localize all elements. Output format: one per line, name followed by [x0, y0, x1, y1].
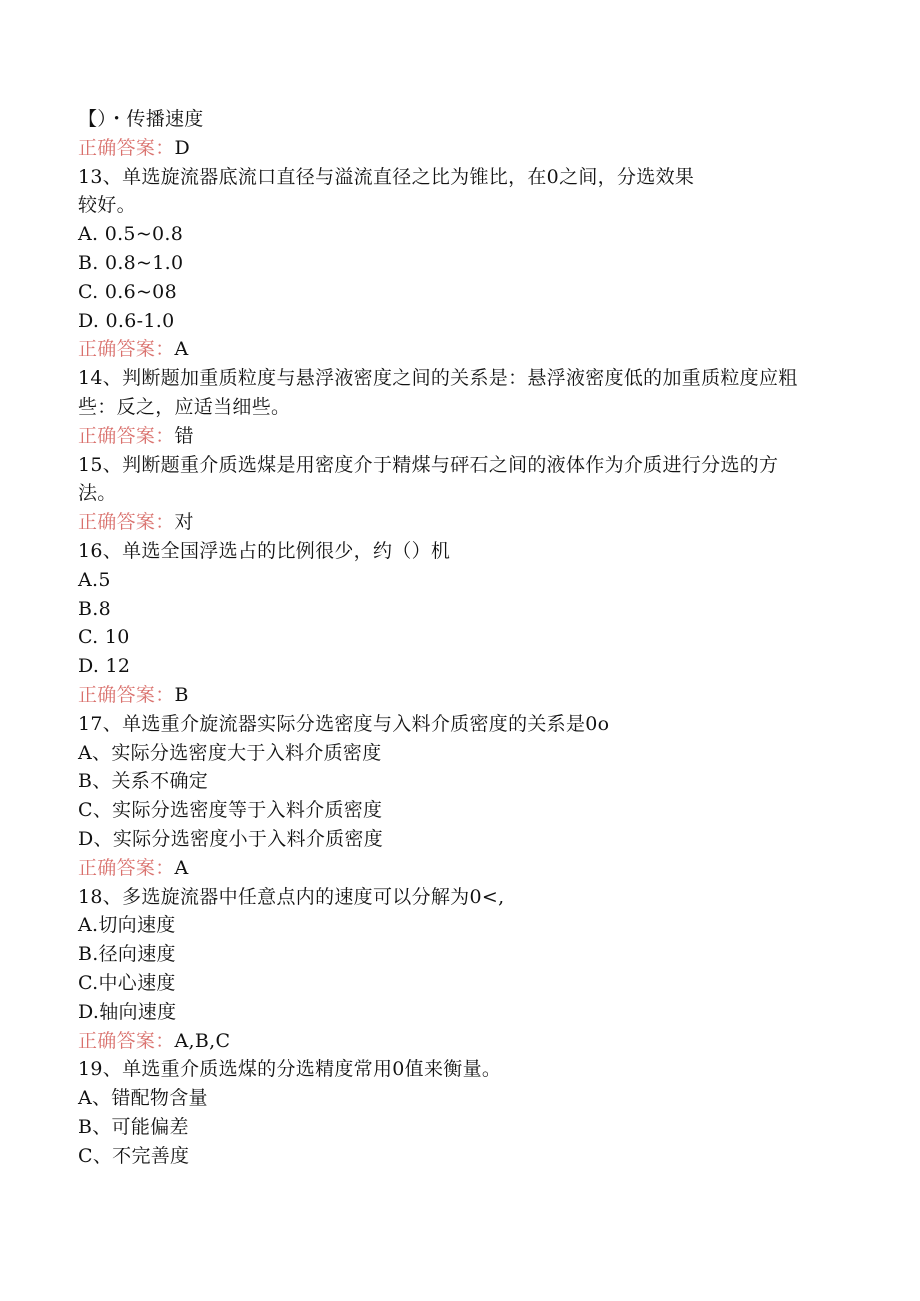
text-line: 14、判断题加重质粒度与悬浮液密度之间的关系是：悬浮液密度低的加重质粒度应粗 [78, 367, 798, 390]
answer-value: D [174, 136, 191, 159]
answer-line [78, 134, 838, 163]
text-line: 法。 [78, 482, 117, 505]
text-line: A.切向速度 [78, 914, 176, 937]
answer-value: A,B,C [174, 1029, 231, 1052]
text-line: 16、单选全国浮选占的比例很少，约（）机 [78, 539, 451, 562]
answer-value: A [174, 338, 189, 361]
answer-line [78, 1027, 838, 1056]
text-line: A、错配物含量 [78, 1087, 208, 1110]
text-line: 【）・传播速度 [78, 108, 204, 130]
text-line: 些：反之，应适当细些。 [78, 395, 291, 418]
answer-label: 正确答案： [78, 511, 175, 534]
text-line: D.轴向速度 [78, 1000, 177, 1023]
text-line: A.5 [78, 568, 111, 591]
text-line: C. 10 [78, 626, 130, 649]
text-line: C. 0.6~08 [78, 280, 177, 303]
answer-line [78, 422, 838, 451]
text-line: D. 12 [78, 655, 131, 678]
text-line: 19、单选重介质选煤的分选精度常用0值来衡量。 [78, 1058, 502, 1081]
answer-value: B [174, 683, 189, 706]
answer-value: A [174, 856, 189, 879]
text-line: C、实际分选密度等于入料介质密度 [78, 799, 383, 822]
text-line: C.中心速度 [78, 971, 176, 994]
answer-value: 错 [174, 424, 194, 447]
text-line: 较好。 [78, 194, 136, 217]
text-line: B、可能偏差 [78, 1115, 189, 1138]
answer-label: 正确答案： [78, 136, 175, 159]
answer-label: 正确答案： [78, 338, 175, 361]
answer-label: 正确答案： [78, 424, 175, 447]
answer-line [78, 681, 838, 710]
text-line: D. 0.6-1.0 [78, 309, 175, 332]
text-line: 15、判断题重介质选煤是用密度介于精煤与砰石之间的液体作为介质进行分选的方 [78, 453, 779, 476]
answer-label: 正确答案： [78, 1029, 175, 1052]
text-line: 18、多选旋流器中任意点内的速度可以分解为0<, [78, 885, 505, 908]
text-line: B. 0.8~1.0 [78, 251, 184, 274]
text-line: C、不完善度 [78, 1144, 190, 1167]
answer-line [78, 508, 838, 537]
answer-label: 正确答案： [78, 683, 175, 706]
text-line: B.8 [78, 597, 111, 620]
text-line: A. 0.5~0.8 [78, 223, 184, 246]
text-line: 17、单选重介旋流器实际分选密度与入料介质密度的关系是0o [78, 712, 610, 735]
answer-value: 对 [174, 511, 194, 534]
text-line: A、实际分选密度大于入料介质密度 [78, 741, 382, 764]
answer-line [78, 335, 838, 364]
text-line: B.径向速度 [78, 943, 176, 966]
text-line: 13、单选旋流器底流口直径与溢流直径之比为锥比，在0之间，分选效果 [78, 165, 695, 188]
document-page [78, 105, 838, 1170]
text-line: B、关系不确定 [78, 770, 209, 793]
text-line: D、实际分选密度小于入料介质密度 [78, 827, 384, 850]
answer-line [78, 854, 838, 883]
answer-label: 正确答案： [78, 856, 175, 879]
